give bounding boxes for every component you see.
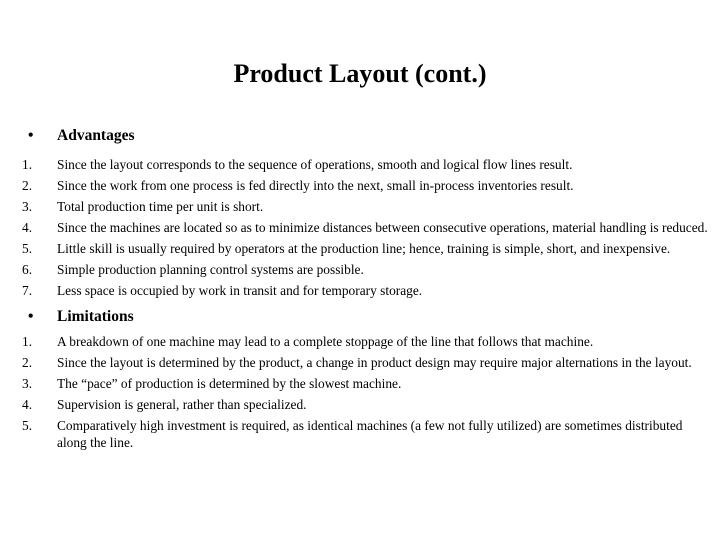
advantages-heading-label: Advantages xyxy=(57,127,135,144)
limitations-heading-label: Limitations xyxy=(57,308,134,325)
advantages-list xyxy=(22,156,712,299)
advantages-heading xyxy=(22,125,712,147)
item-text: A breakdown of one machine may lead to a complete stoppage of the line that follows that machine. xyxy=(57,334,594,349)
list-item xyxy=(22,240,712,257)
item-number: 4. xyxy=(22,397,33,412)
item-number: 5. xyxy=(22,241,33,256)
item-text: Total production time per unit is short. xyxy=(57,199,264,214)
list-item xyxy=(22,156,712,173)
slide-title: Product Layout (cont.) xyxy=(233,59,487,88)
slide-content xyxy=(22,120,712,455)
list-item xyxy=(22,333,712,350)
item-number: 3. xyxy=(22,199,33,214)
item-text: Little skill is usually required by operators at the production line; hence, training is simple, short, and inexpensive. xyxy=(57,241,671,256)
list-item xyxy=(22,198,712,215)
list-item xyxy=(22,396,712,413)
list-item xyxy=(22,417,712,451)
bullet-icon: • xyxy=(28,308,34,325)
item-text: Since the layout is determined by the product, a change in product design may require major alternations in the layout. xyxy=(57,355,692,370)
item-number: 2. xyxy=(22,178,33,193)
item-number: 4. xyxy=(22,220,33,235)
item-text: Simple production planning control systems are possible. xyxy=(57,262,364,277)
bullet-icon: • xyxy=(28,127,34,144)
list-item xyxy=(22,282,712,299)
item-number: 1. xyxy=(22,334,33,349)
item-text: Comparatively high investment is required, as identical machines (a few not fully utilized) are sometimes distributed along the line. xyxy=(57,418,683,450)
item-number: 6. xyxy=(22,262,33,277)
item-text: Since the work from one process is fed directly into the next, small in-process inventories result. xyxy=(57,178,574,193)
limitations-heading xyxy=(22,306,712,328)
limitations-list xyxy=(22,333,712,451)
item-number: 7. xyxy=(22,283,33,298)
item-number: 5. xyxy=(22,418,33,433)
item-text: The “pace” of production is determined by the slowest machine. xyxy=(57,376,402,391)
item-text: Since the machines are located so as to minimize distances between consecutive operations, material handling is reduced. xyxy=(57,220,708,235)
item-text: Supervision is general, rather than specialized. xyxy=(57,397,307,412)
list-item xyxy=(22,219,712,236)
list-item xyxy=(22,177,712,194)
item-number: 2. xyxy=(22,355,33,370)
item-number: 3. xyxy=(22,376,33,391)
item-text: Less space is occupied by work in transit and for temporary storage. xyxy=(57,283,423,298)
item-number: 1. xyxy=(22,157,33,172)
item-text: Since the layout corresponds to the sequence of operations, smooth and logical flow lines result. xyxy=(57,157,573,172)
list-item xyxy=(22,261,712,278)
list-item xyxy=(22,375,712,392)
list-item xyxy=(22,354,712,371)
